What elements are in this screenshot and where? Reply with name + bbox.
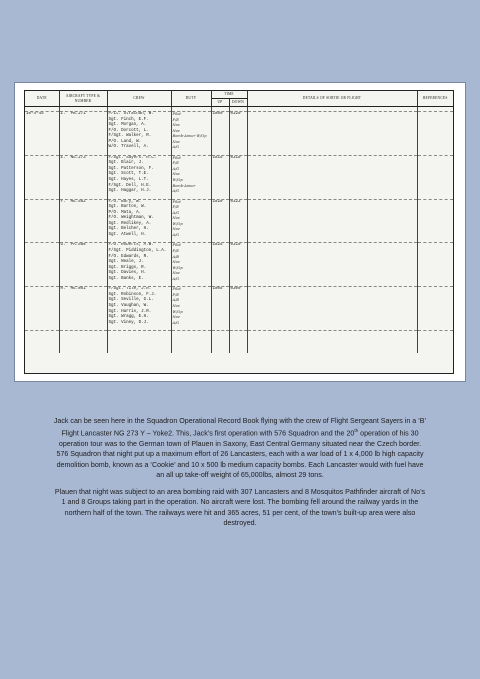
aircraft-serial: ME.562 [70, 199, 86, 204]
header-details: DETAILS OF SORTIE OR FLIGHT [247, 91, 417, 107]
crew-duty: A/G [172, 276, 180, 281]
crew-member: Sgt. Hayes, L.T. [108, 178, 149, 183]
crew-member: Sgt. Patterson, F. [108, 166, 154, 171]
crew-member: F/O. Roberts, A.W. [108, 243, 154, 248]
crew-member: Sgt. Viney, D.J. [108, 320, 149, 325]
crew-duty: Nav [172, 315, 180, 320]
entry-time-down: 0310 [229, 155, 247, 194]
crew-duty: Nav [172, 303, 180, 308]
crew-member: W/O. Travell, A. [108, 145, 149, 150]
crew-member: F/Sgt. Walker, R. [108, 134, 152, 139]
crew-duty: Nav [172, 139, 180, 144]
crew-member: P/O. Land, W. [108, 139, 142, 144]
crew-member: Sgt. Blair, J. [108, 161, 144, 166]
entry-crew [107, 199, 171, 238]
entry-crew [107, 112, 171, 151]
entry-date: 10-4-45 [25, 112, 59, 151]
crew-member: F/O. Edwards, R. [108, 254, 149, 259]
crew-member: Sgt. Belcher, H. [108, 227, 149, 232]
table-row [25, 155, 453, 194]
entry-time-up: 1815 [211, 155, 229, 194]
crew-duty: A/G [172, 166, 180, 171]
crew-member: F/O. Bury, W. [108, 199, 142, 204]
operations-record-page [24, 90, 454, 374]
crew-duty: Pilot [172, 287, 181, 292]
table-row [25, 199, 453, 238]
crew-duty: Pilot [172, 199, 181, 204]
entry-duty [171, 287, 211, 326]
record-body [25, 107, 453, 354]
crew-member: F/Sgt. Piddington, L.A. [108, 249, 167, 254]
aircraft-code: Z. [60, 112, 66, 116]
aircraft-code: F. [60, 199, 66, 204]
crew-member: Sgt. Davies, H. [108, 271, 147, 276]
crew-duty: W/Op [172, 309, 183, 314]
header-time-up: UP [211, 99, 229, 107]
crew-duty: F/E [172, 292, 179, 297]
entry-references [417, 199, 453, 238]
crew-member: F/Sgt. Sayers. R.C. [108, 155, 157, 160]
aircraft-serial: NG.273 [70, 155, 86, 160]
crew-member: Sgt. Harris, J.R. [108, 309, 152, 314]
entry-aircraft [59, 199, 107, 238]
crew-member: Sgt. Finch, E.F. [108, 117, 149, 122]
crew-member: Sgt. Barton, W. [108, 205, 147, 210]
crew-member: F/O. Dorcott, L. [108, 128, 149, 133]
entry-time-up: 1820 [211, 199, 229, 238]
entry-date [25, 155, 59, 194]
crew-duty: F/E [172, 117, 179, 122]
entry-date [25, 199, 59, 238]
entry-aircraft [59, 287, 107, 326]
crew-member: P/Lt. Strachan, W. [108, 112, 154, 116]
entry-time-up: 1825 [211, 243, 229, 282]
header-crew: CREW [107, 91, 171, 107]
crew-duty: W/Op [172, 178, 183, 183]
crew-duty: Bomb-Aimer W/Op [172, 134, 207, 139]
crew-duty: A/G [172, 189, 180, 194]
entry-details [247, 243, 417, 282]
crew-member: Sgt. Haggar, H.J. [108, 189, 152, 194]
header-duty: DUTY [171, 91, 211, 107]
crew-duty: Nav [172, 260, 180, 265]
entry-duty [171, 112, 211, 151]
entry-details [247, 287, 417, 326]
crew-duty: Nav [172, 227, 180, 232]
entry-date [25, 243, 59, 282]
table-row [25, 287, 453, 326]
entry-details [247, 199, 417, 238]
crew-member: Sgt. Morgan, A. [108, 123, 147, 128]
header-references: REFERENCES [417, 91, 453, 107]
table-row [25, 243, 453, 282]
header-time-down: DOWN [229, 99, 247, 107]
aircraft-serial: PB.271 [70, 112, 86, 116]
crew-duty: A/G [172, 210, 180, 215]
entry-duty [171, 199, 211, 238]
crew-member: Sgt. Wragg, E.H. [108, 315, 149, 320]
crew-member: Sgt. Scott, T.E. [108, 172, 149, 177]
entry-time-down: 0310 [229, 243, 247, 282]
crew-duty: Pilot [172, 155, 181, 160]
entry-duty [171, 243, 211, 282]
crew-duty: Nav [172, 172, 180, 177]
entry-references [417, 287, 453, 326]
crew-member: Sgt. Neale, J. [108, 260, 144, 265]
crew-duty: F/E [172, 161, 179, 166]
header-time: TIME [211, 91, 247, 99]
entry-references [417, 112, 453, 151]
entry-time-up: 1805 [211, 287, 229, 326]
operations-record-table [25, 91, 453, 353]
aircraft-code: Z. [60, 155, 66, 160]
crew-duty: A/G [172, 232, 180, 237]
crew-duty: F/E [172, 249, 179, 254]
entry-references [417, 243, 453, 282]
crew-member: Sgt. Atwell, H. [108, 232, 147, 237]
entry-crew [107, 243, 171, 282]
entry-crew [107, 155, 171, 194]
crew-duty: Pilot [172, 112, 181, 116]
crew-duty: A/G [172, 145, 180, 150]
caption-paragraph-2: Plauen that night was subject to an area bombing raid with 307 Lancasters and 8 Mosquitos Pathfinder aircraft of No’s 1 and 8 Groups taking part in the operation. No aircraft were lost. The bombing fell around the railway yards in the northern half of the town. The railways were hit and 365 acres, 51 per cent, of the town’s built-up area were also destroyed. [54, 488, 426, 528]
entry-time-down: 0300 [229, 287, 247, 326]
crew-member: F/Sgt. Tile, J.R. [108, 287, 152, 292]
crew-member: Sgt. Briggs, R. [108, 265, 147, 270]
crew-member: F/O. Weightman, W. [108, 216, 154, 221]
crew-duty: W/Op [172, 265, 183, 270]
crew-duty: A/B [172, 298, 179, 303]
entry-time-down: 0323 [229, 199, 247, 238]
crew-member: Sgt. Seville, G.L. [108, 298, 154, 303]
crew-duty: Pilot [172, 243, 181, 248]
crew-duty: Nav [172, 123, 180, 128]
caption [52, 416, 428, 535]
crew-duty: A/B [172, 254, 179, 259]
entry-crew [107, 287, 171, 326]
crew-duty: A/G [172, 320, 180, 325]
entry-duty [171, 155, 211, 194]
entry-details [247, 155, 417, 194]
entry-aircraft [59, 155, 107, 194]
entry-time-up: 1800 [211, 112, 229, 151]
entry-date [25, 287, 59, 326]
header-date: DATE [25, 91, 59, 107]
aircraft-code: H. [60, 287, 66, 292]
crew-duty: F/E [172, 205, 179, 210]
crew-member: Sgt. Banks, E. [108, 276, 144, 281]
caption-paragraph-1: Jack can be seen here in the Squadron Operational Record Book flying with the crew of Flight Sergeant Sayers in a ‘B’ Flight Lancaster NG 273 Y – Yoke2. This, Jack’s first operation with 576 Squadron and the 20th operation of his 30 operation tour was to the German town of Plauen in Saxony, East Central Germany situated near the Czech border. 576 Squadron that night put up a maximum effort of 26 Lancasters, each with a war load of 1 x 4,000 lb high capacity demolition bomb, known as a ‘Cookie’ and 10 x 500 lb medium capacity bombs. Each Lancaster would with fuel have an all up take-off weight of 65,000lbs, almost 29 tons. [53, 417, 427, 479]
header-aircraft: AIRCRAFT TYPE & NUMBER [59, 91, 107, 107]
crew-member: Sgt. Vaughan, W. [108, 303, 149, 308]
crew-duty: Nav [172, 128, 180, 133]
crew-duty: Nav [172, 216, 180, 221]
entry-aircraft [59, 243, 107, 282]
crew-duty: W/Op [172, 221, 183, 226]
crew-member: P/O. Mata, A. [108, 210, 142, 215]
crew-member: Sgt. Redlikey, A. [108, 221, 152, 226]
entry-details [247, 112, 417, 151]
entry-aircraft [59, 112, 107, 151]
entry-references [417, 155, 453, 194]
entry-time-down: 0320 [229, 112, 247, 151]
aircraft-serial: PA.588 [70, 243, 86, 248]
aircraft-code: U. [60, 243, 66, 248]
crew-duty: Nav [172, 271, 180, 276]
crew-member: Sgt. Robinson, F.J. [108, 292, 157, 297]
crew-duty: Bomb-Aimer [172, 183, 196, 188]
table-row [25, 112, 453, 151]
crew-member: F/Sgt. Dell, H.E. [108, 183, 152, 188]
aircraft-serial: ME.801 [70, 287, 86, 292]
